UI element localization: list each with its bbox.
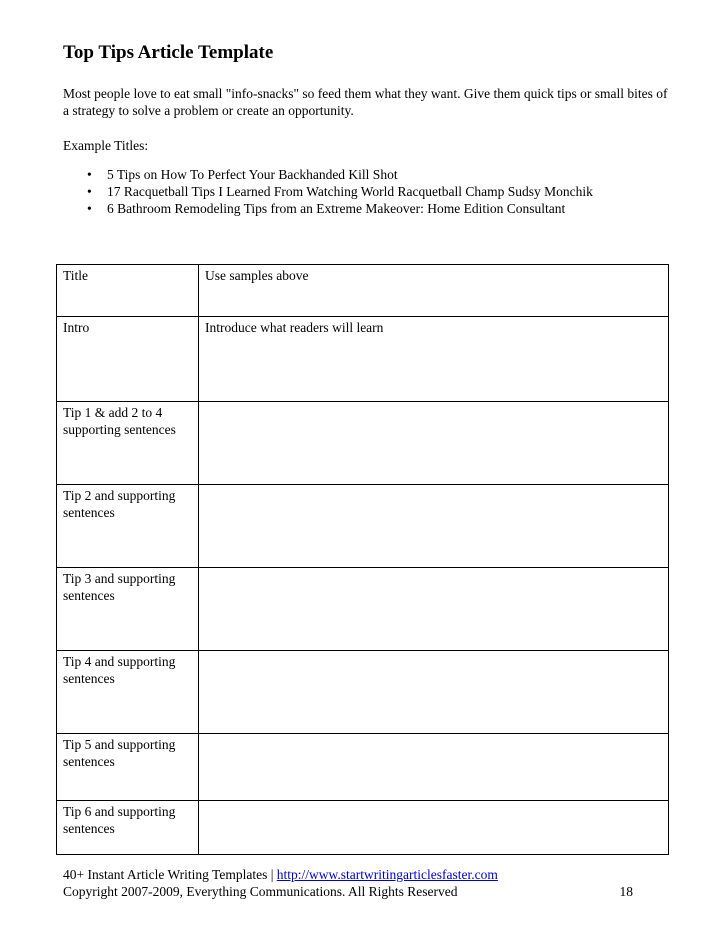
table-row: [57, 265, 669, 317]
row-content: Introduce what readers will learn: [199, 317, 669, 402]
intro-paragraph: Most people love to eat small "info-snacks" so feed them what they want. Give them quick tips or small bites of a strategy to solve a problem or create an opportunity.: [63, 86, 668, 118]
footer-prefix: 40+ Instant Article Writing Templates |: [63, 867, 277, 882]
bullet-icon: •: [87, 201, 92, 216]
row-content: [199, 485, 669, 568]
row-content: [199, 651, 669, 734]
example-title: 17 Racquetball Tips I Learned From Watching World Racquetball Champ Sudsy Monchik: [107, 184, 593, 199]
row-label: Tip 4 and supporting sentences: [57, 651, 199, 734]
example-title: 5 Tips on How To Perfect Your Backhanded Kill Shot: [107, 167, 398, 182]
page-footer: [63, 866, 633, 900]
row-label: Tip 1 & add 2 to 4 supporting sentences: [57, 402, 199, 485]
row-content: [199, 734, 669, 801]
row-content: [199, 568, 669, 651]
bullet-icon: •: [87, 184, 92, 199]
bullet-icon: •: [87, 167, 92, 182]
copyright-notice: Copyright 2007-2009, Everything Communications. All Rights Reserved: [63, 884, 458, 899]
row-label: Title: [57, 265, 199, 317]
row-content: [199, 402, 669, 485]
row-content: Use samples above: [199, 265, 669, 317]
table-row: [57, 734, 669, 801]
table-row: [57, 485, 669, 568]
row-label: Tip 3 and supporting sentences: [57, 568, 199, 651]
example-titles-list: [63, 166, 593, 217]
example-title: 6 Bathroom Remodeling Tips from an Extreme Makeover: Home Edition Consultant: [107, 201, 566, 216]
row-label: Intro: [57, 317, 199, 402]
page-number: 18: [619, 884, 633, 899]
row-label: Tip 2 and supporting sentences: [57, 485, 199, 568]
list-item: [63, 166, 593, 183]
list-item: [63, 200, 593, 217]
table-row: [57, 568, 669, 651]
list-item: [63, 183, 593, 200]
table-row: [57, 317, 669, 402]
template-table: [56, 264, 669, 855]
footer-line: [63, 866, 633, 883]
table-row: [57, 651, 669, 734]
examples-label: Example Titles:: [63, 138, 149, 153]
row-content: [199, 801, 669, 855]
row-label: Tip 6 and supporting sentences: [57, 801, 199, 855]
table-row: [57, 801, 669, 855]
row-label: Tip 5 and supporting sentences: [57, 734, 199, 801]
website-link[interactable]: http://www.startwritingarticlesfaster.com: [276, 867, 498, 882]
page-title: Top Tips Article Template: [63, 42, 274, 63]
table-row: [57, 402, 669, 485]
